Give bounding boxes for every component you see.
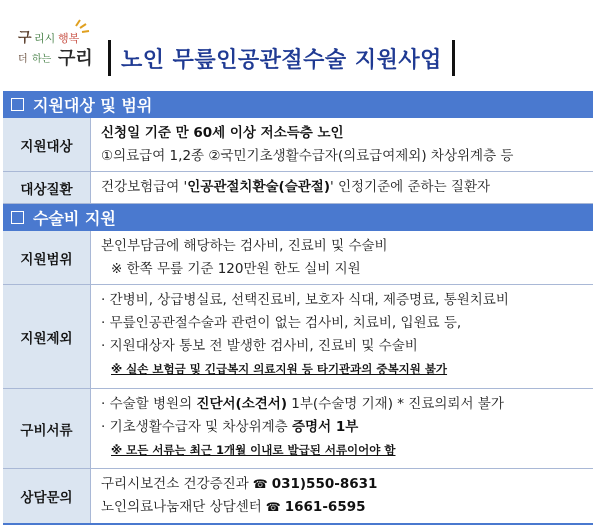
row-content — [91, 231, 593, 284]
row-label: 대상질환 — [3, 172, 91, 203]
row-exclusion — [3, 285, 593, 389]
phone-icon: ☎ — [265, 500, 281, 514]
row-label: 상담문의 — [3, 469, 91, 523]
guri-city-logo — [14, 18, 100, 74]
row-contact — [3, 469, 593, 525]
row-content — [91, 469, 593, 523]
contact-line-2 — [101, 496, 583, 519]
svg-text:구리: 구리 — [58, 48, 93, 69]
contact-org-1: 구리시보건소 건강증진과 — [101, 476, 249, 492]
svg-text:행복: 행복 — [58, 32, 80, 45]
row-label: 지원대상 — [3, 118, 91, 171]
documents-note: ※ 모든 서류는 최근 1개월 이내로 발급된 서류이어야 함 — [111, 443, 396, 457]
row-content — [91, 285, 593, 388]
contact-org-2: 노인의료나눔재단 상담센터 — [101, 499, 262, 515]
row-scope — [3, 231, 593, 285]
documents-l2-bold: 증명서 1부 — [292, 419, 359, 435]
page-header — [0, 0, 600, 88]
svg-text:더: 더 — [18, 54, 28, 65]
row-content — [91, 118, 593, 171]
row-documents — [3, 389, 593, 469]
exclusion-line-1: · 간병비, 상급병실료, 선택진료비, 보호자 식대, 제증명료, 통원치료비 — [101, 292, 509, 308]
target-line-1: 신청일 기준 만 60세 이상 저소득층 노인 — [101, 125, 344, 141]
documents-l1-post: 1부(수술명 기재) * 진료의뢰서 불가 — [287, 396, 504, 412]
target-line-2: ①의료급여 1,2종 ②국민기초생활수급자(의료급여제외) 차상위계층 등 — [101, 148, 514, 164]
row-label: 지원제외 — [3, 285, 91, 388]
row-content — [91, 172, 593, 203]
phone-icon: ☎ — [252, 477, 268, 491]
checkbox-square-icon — [11, 98, 24, 111]
contact-phone-1[interactable]: 031)550-8631 — [271, 476, 378, 492]
checkbox-square-icon — [11, 211, 24, 224]
documents-l2-pre: · 기초생활수급자 및 차상위계층 — [101, 419, 292, 435]
section-title: 지원대상 및 범위 — [33, 96, 153, 115]
section-header-target — [3, 91, 593, 118]
contact-line-1 — [101, 473, 583, 496]
disease-post: ' 인정기준에 준하는 질환자 — [330, 179, 491, 195]
section-title: 수술비 지원 — [33, 209, 116, 228]
documents-line-1 — [101, 393, 583, 416]
row-disease — [3, 172, 593, 204]
documents-line-2 — [101, 416, 583, 439]
documents-l1-pre: · 수술할 병원의 — [101, 396, 197, 412]
exclusion-line-3: · 지원대상자 통보 전 발생한 검사비, 진료비 및 수술비 — [101, 338, 418, 354]
svg-text:하는: 하는 — [32, 54, 52, 65]
row-label: 구비서류 — [3, 389, 91, 468]
svg-text:리시: 리시 — [34, 32, 56, 45]
row-content — [91, 389, 593, 468]
title-block — [108, 38, 455, 78]
disease-bold: 인공관절치환술(슬관절) — [187, 179, 330, 195]
row-label: 지원범위 — [3, 231, 91, 284]
exclusion-line-2: · 무릎인공관절수술과 관련이 없는 검사비, 치료비, 입원료 등, — [101, 315, 462, 331]
section-header-surgery — [3, 204, 593, 231]
svg-text:구: 구 — [18, 30, 32, 46]
exclusion-note: ※ 실손 보험금 및 긴급복지 의료지원 등 타기관과의 중복지원 불가 — [111, 362, 448, 376]
row-target — [3, 118, 593, 172]
documents-l1-bold: 진단서(소견서) — [196, 396, 288, 412]
page-title: 노인 무릎인공관절수술 지원사업 — [121, 47, 442, 73]
scope-line-2: ※ 한쪽 무릎 기준 120만원 한도 실비 지원 — [111, 261, 361, 277]
scope-line-1: 본인부담금에 해당하는 검사비, 진료비 및 수술비 — [101, 238, 388, 254]
title-bar-right — [452, 40, 455, 76]
disease-pre: 건강보험급여 ' — [101, 179, 188, 195]
info-table — [3, 91, 593, 525]
contact-phone-2[interactable]: 1661-6595 — [284, 499, 366, 515]
